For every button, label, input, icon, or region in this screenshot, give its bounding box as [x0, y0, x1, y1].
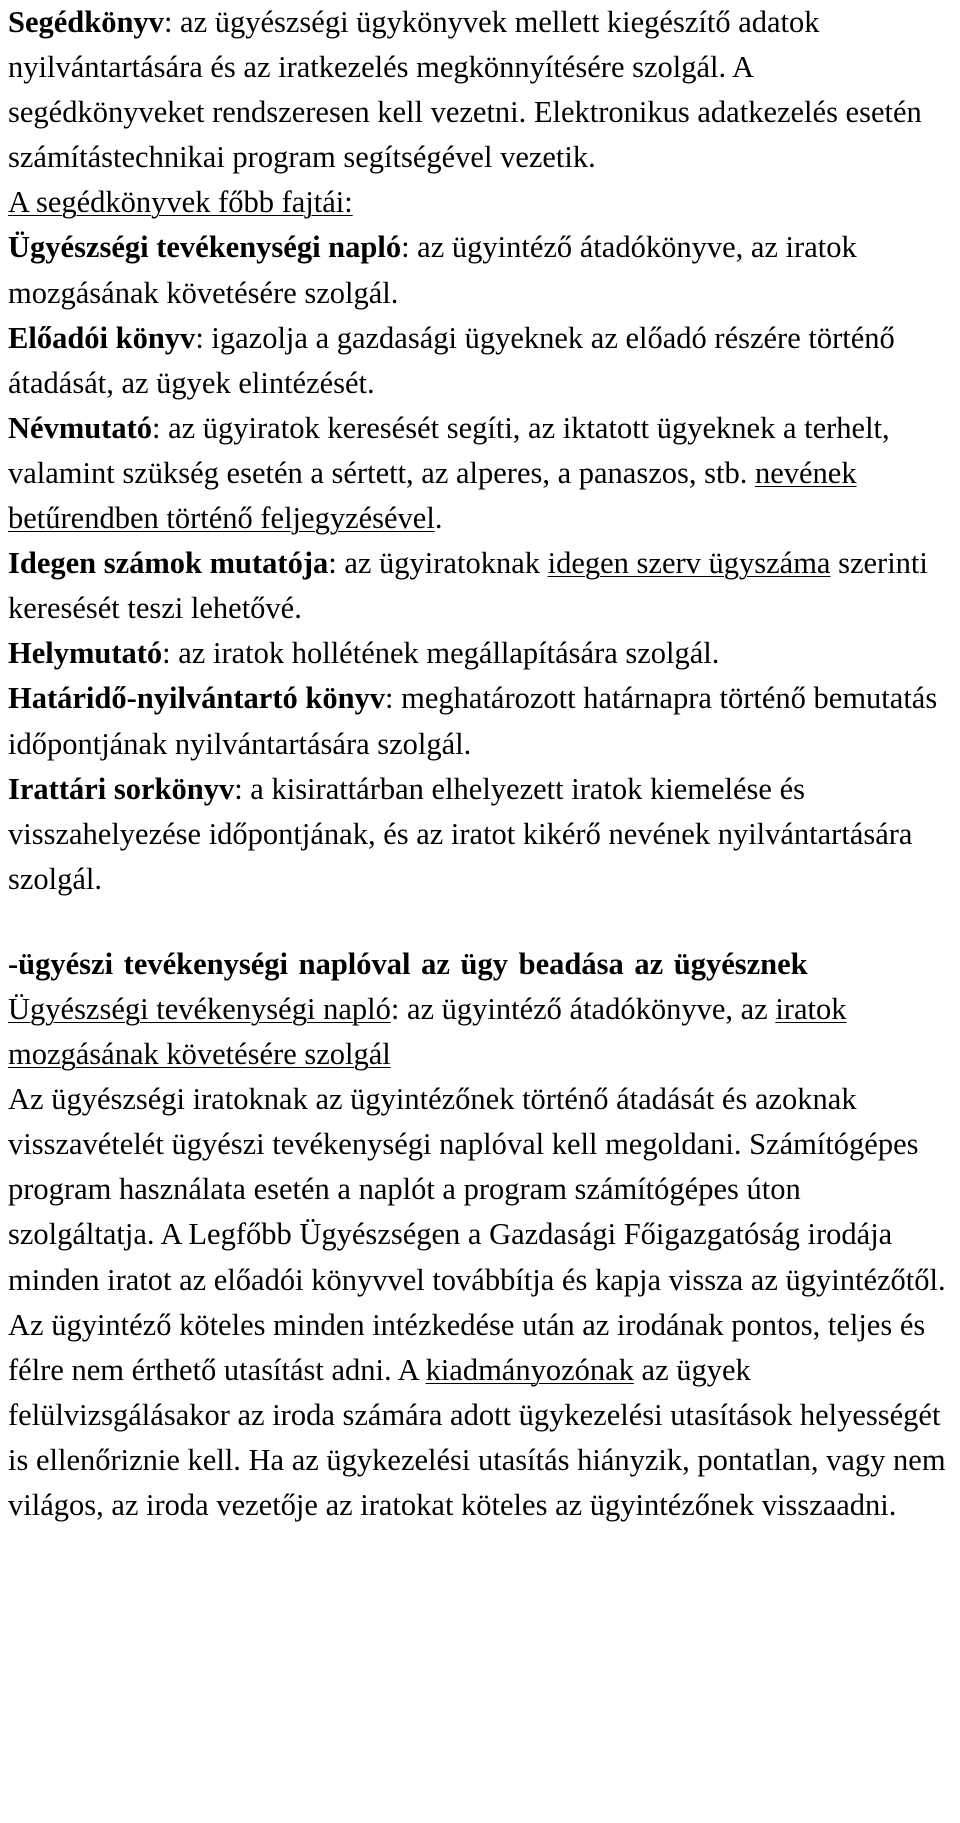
- term-tevekenysegi-naplo: Ügyészségi tevékenységi napló: [8, 230, 402, 265]
- definition-tevekenysegi-naplo: [8, 225, 954, 315]
- section-paragraph-1: Az ügyészségi iratoknak az ügyintézőnek történő átadását és azoknak visszavételét ügyészi tevékenységi naplóval kell megoldani. Számítógépes program használata esetén a naplót a program számítógépes úton szolgáltatja. A Legfőbb Ügyészségen a Gazdasági Főigazgatóság irodája minden iratot az előadói könyvvel továbbítja és kapja vissza az ügyintézőtől.: [8, 1082, 946, 1297]
- term-helymutato: Helymutató: [8, 636, 163, 671]
- term-idegen-szamok: Idegen számok mutatója: [8, 546, 329, 581]
- underlined-phrase: kiadmányozónak: [425, 1352, 634, 1387]
- definition-idegen-szamok: [8, 541, 954, 631]
- definition-text: : meghatározott határnapra történő bemutatás időpontjának nyilvántartására szolgál.: [8, 681, 938, 761]
- definition-text: : az ügyiratok keresését segíti, az iktatott ügyeknek a terhelt, valamint szükség esetén a sértett, az alperes, a panaszos, stb.: [8, 410, 890, 490]
- term-segedkonyv: Segédkönyv: [8, 5, 164, 39]
- definition-text-end: .: [434, 501, 443, 536]
- definition-text-end: szerinti keresését teszi lehetővé.: [8, 546, 928, 626]
- section-paragraph-2: [8, 1303, 954, 1528]
- definition-hatarido: [8, 676, 954, 766]
- definition-nevmutato: [8, 406, 954, 541]
- paragraph-text: Az ügyintéző köteles minden intézkedése után az irodának pontos, teljes és félre nem érthető utasítást adni. A: [8, 1307, 926, 1387]
- underlined-phrase: idegen szerv ügyszáma: [547, 546, 831, 581]
- types-heading: [8, 180, 954, 225]
- definition-eloadoi-konyv: [8, 316, 954, 406]
- definition-helymutato: [8, 631, 954, 676]
- paragraph-text-end: az ügyek felülvizsgálásakor az iroda számára adott ügykezelési utasítások helyességét is ellenőriznie kell. Ha az ügykezelési utasítás hiányzik, pontatlan, vagy nem világos, az iroda vezetője az iratokat köteles az ügyintézőnek visszaadni.: [8, 1352, 946, 1522]
- definition-text: : az ügyiratoknak: [328, 546, 548, 581]
- section-title: -ügyészi tevékenységi naplóval az ügy beadása az ügyésznek: [8, 946, 808, 981]
- definition-text: : igazolja a gazdasági ügyeknek az előadó részére történő átadását, az ügyek elintézését.: [8, 320, 895, 400]
- definition-text: : az ügyintéző átadókönyve, az iratok mozgásának követésére szolgál.: [8, 230, 857, 310]
- intro-text: : az ügyintéző átadókönyve, az: [390, 991, 776, 1026]
- definition-text: : a kisirattárban elhelyezett iratok kiemelése és visszahelyezése időpontjának, és az iratot kikérő nevének nyilvántartására szolgál.: [8, 771, 913, 896]
- underlined-phrase: Ügyészségi tevékenységi napló: [8, 991, 391, 1026]
- term-nevmutato: Névmutató: [8, 410, 152, 445]
- definition-text: : az iratok hollétének megállapítására szolgál.: [162, 636, 720, 671]
- definition-irattari: [8, 767, 954, 902]
- definition-text: : az ügyészségi ügykönyvek mellett kiegészítő adatok nyilvántartására és az iratkezelés megkönnyítésére szolgál. A segédkönyveket rendszeresen kell vezetni. Elektronikus adatkezelés esetén számítástechnikai program segítségével vezetik.: [8, 5, 922, 175]
- underlined-phrase: nevének betűrendben történő feljegyzésével: [8, 455, 857, 536]
- term-eloadoi-konyv: Előadói könyv: [8, 320, 196, 355]
- types-heading-text: A segédkönyvek főbb fajtái:: [8, 185, 353, 220]
- term-irattari: Irattári sorkönyv: [8, 771, 235, 806]
- underlined-phrase: iratok mozgásának követésére szolgál: [8, 991, 847, 1072]
- term-hatarido: Határidő-nyilvántartó könyv: [8, 681, 386, 716]
- definition-segedkonyv: [8, 0, 954, 180]
- section-intro: [8, 987, 954, 1077]
